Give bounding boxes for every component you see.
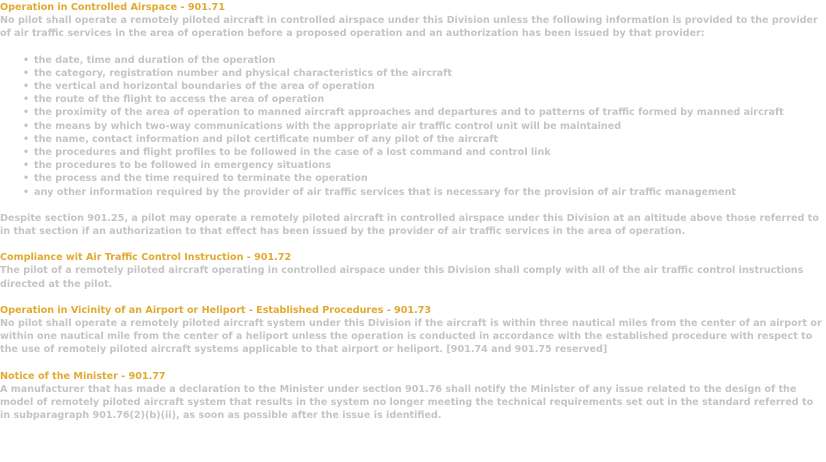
- list-item: • the name, contact information and pilot certificate number of any pilot of the aircraft: [34, 133, 826, 146]
- list-item: • the route of the flight to access the area of operation: [34, 93, 826, 106]
- section-body: No pilot shall operate a remotely piloted aircraft system under this Division if the aircraft is within three nautical miles from the center of an airport or within one nautical mile from the center of a heliport unless the operation is conducted in accordance with the established procedure with respect to the use of remotely piloted aircraft systems applicable to that airport or heliport. [901.74 and 901.75 reserved]: [0, 318, 822, 356]
- section-body: The pilot of a remotely piloted aircraft operating in controlled airspace under this Division shall comply with all of the air traffic control instructions directed at the pilot.: [0, 265, 804, 290]
- list-item: • the procedures to be followed in emergency situations: [34, 159, 826, 172]
- section-heading: Operation in Vicinity of an Airport or Heliport - Established Procedures - 901.73: [0, 304, 432, 316]
- section-closing: Despite section 901.25, a pilot may operate a remotely piloted aircraft in controlled airspace under this Division at an altitude above those referred to in that section if an authorization to that effect has been issued by the provider of air traffic services in the area of operation.: [0, 212, 819, 238]
- section-notice-minister: [0, 370, 826, 423]
- section-atc-compliance: [0, 251, 826, 291]
- section-controlled-airspace: [0, 1, 826, 238]
- list-item: • the date, time and duration of the operation: [34, 54, 826, 67]
- list-item: • the means by which two-way communications with the appropriate air traffic control unit will be maintained: [34, 120, 826, 133]
- section-airport-vicinity: [0, 304, 826, 357]
- section-body: A manufacturer that has made a declaration to the Minister under section 901.76 shall notify the Minister of any issue related to the design of the model of remotely piloted aircraft system that results in the system no longer meeting the technical requirements set out in the standard referred to in subparagraph 901.76(2)(b)(ii), as soon as possible after the issue is identified.: [0, 383, 814, 422]
- list-item: • the vertical and horizontal boundaries of the area of operation: [34, 80, 826, 93]
- list-item: • the category, registration number and physical characteristics of the aircraft: [34, 67, 826, 80]
- section-heading: Operation in Controlled Airspace - 901.71: [0, 2, 225, 13]
- section-heading: Compliance wit Air Traffic Control Instruction - 901.72: [0, 252, 292, 264]
- list-item: • the proximity of the area of operation to manned aircraft approaches and departures and to patterns of traffic formed by manned aircraft: [34, 106, 826, 119]
- section-intro: No pilot shall operate a remotely piloted aircraft in controlled airspace under this Division unless the following information is provided to the provider of air traffic services in the area of operation before a proposed operation and an authorization has been issued by that provider:: [0, 15, 818, 40]
- section-heading: Notice of the Minister - 901.77: [0, 370, 166, 382]
- list-item: • the process and the time required to terminate the operation: [34, 172, 826, 185]
- list-item: • the procedures and flight profiles to be followed in the case of a lost command and control link: [34, 146, 826, 159]
- list-item: • any other information required by the provider of air traffic services that is necessary for the provision of air traffic management: [34, 186, 826, 199]
- requirements-list: [0, 54, 826, 199]
